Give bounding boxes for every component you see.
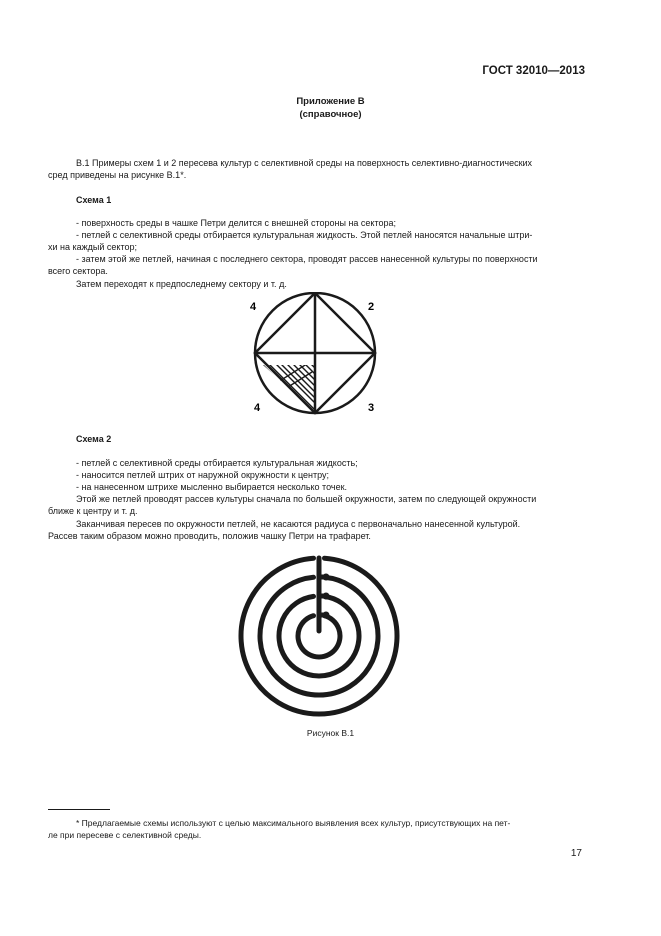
appendix-title: Приложение В — [296, 96, 365, 107]
footnote-line-1: * Предлагаемые схемы используют с целью максимального выявления всех культур, присутствующих на пет- — [76, 818, 511, 828]
scheme-2-title: Схема 2 — [76, 434, 112, 444]
figure-scheme-1 — [240, 292, 390, 422]
label-top-left: 4 — [249, 301, 257, 313]
scheme-2-item-4-line-2: ближе к центру и т. д. — [48, 506, 138, 516]
footnote-line-2: ле при пересеве с селективной среды. — [48, 830, 202, 840]
intro-line-2: сред приведены на рисунке В.1*. — [48, 170, 187, 180]
label-bottom-right: 3 — [367, 402, 375, 414]
scheme-1-item-3-line-2: всего сектора. — [48, 266, 108, 276]
streak-point — [323, 612, 330, 619]
scheme-2-item-5-line-1: Заканчивая пересев по окружности петлей, не касаются радиуса с первоначально нанесенной культурой. — [76, 519, 521, 529]
page-number: 17 — [570, 848, 582, 859]
scheme-2-item-1: - петлей с селективной среды отбирается культуральная жидкость; — [76, 458, 358, 468]
scheme-1-item-3-line-1: - затем этой же петлей, начиная с последнего сектора, проводят рассев нанесенной культуры по поверхности — [76, 254, 538, 264]
scheme-1-item-4: Затем переходят к предпоследнему сектору и т. д. — [76, 279, 287, 289]
scheme-2-item-4-line-1: Этой же петлей проводят рассев культуры сначала по большей окружности, затем по следующей окружности — [76, 494, 537, 504]
standard-code: ГОСТ 32010—2013 — [482, 65, 585, 77]
scheme-2-item-3: - на нанесенном штрихе мысленно выбирается несколько точек. — [76, 482, 348, 492]
scheme-1-item-1: - поверхность среды в чашке Петри делится с внешней стороны на сектора; — [76, 218, 397, 228]
footnote-rule — [48, 809, 110, 810]
label-top-right: 2 — [367, 301, 375, 313]
scheme-1-title: Схема 1 — [76, 195, 112, 205]
scheme-2-item-2: - наносится петлей штрих от наружной окружности к центру; — [76, 470, 330, 480]
figure-scheme-2 — [236, 553, 402, 719]
intro-line-1: В.1 Примеры схем 1 и 2 пересева культур с селективной среды на поверхность селективно-диагностических — [76, 158, 533, 168]
scheme-2-item-5-line-2: Рассев таким образом можно проводить, положив чашку Петри на трафарет. — [48, 531, 371, 541]
figure-caption: Рисунок В.1 — [306, 728, 355, 738]
scheme-1-item-2-line-1: - петлей с селективной среды отбирается культуральная жидкость. Этой петлей наносятся начальные штри- — [76, 230, 533, 240]
appendix-subtitle: (справочное) — [299, 109, 362, 120]
streak-point — [323, 574, 330, 581]
scheme-1-item-2-line-2: хи на каждый сектор; — [48, 242, 137, 252]
streak-point — [323, 593, 330, 600]
label-bottom-left: 4 — [253, 402, 261, 414]
